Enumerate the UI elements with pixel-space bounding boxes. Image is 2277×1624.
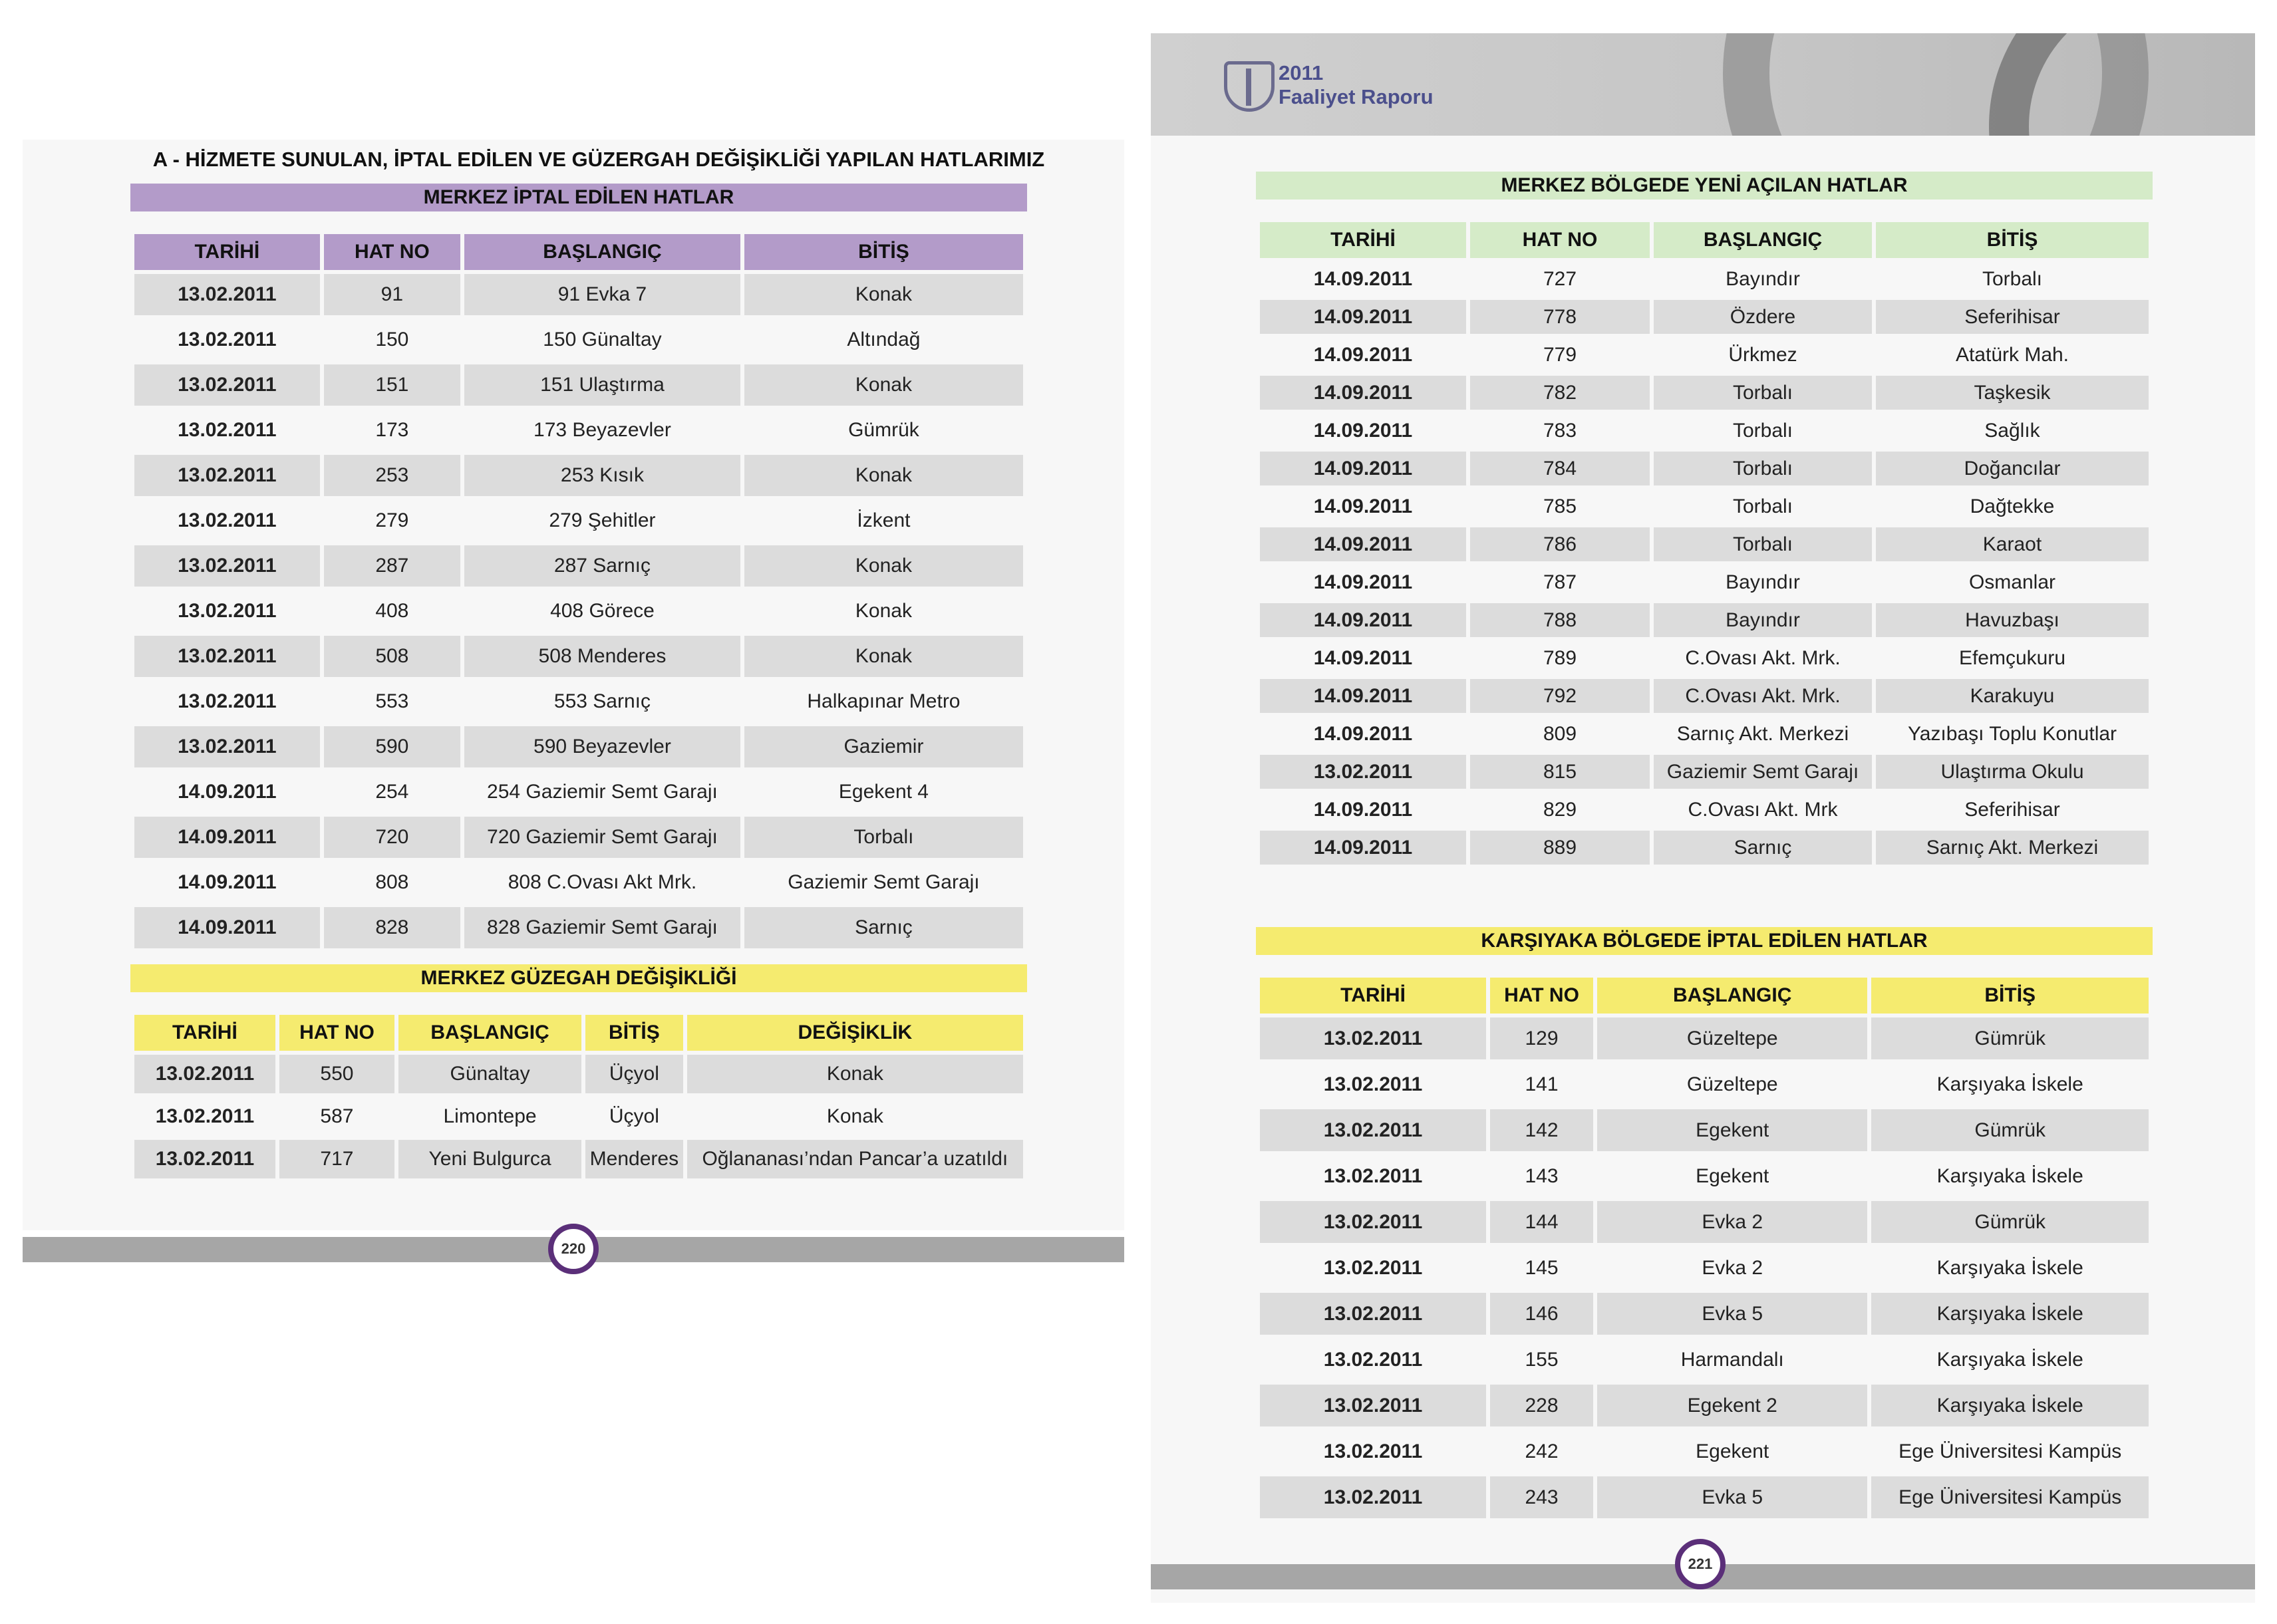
table-cell: 155 <box>1525 1348 1559 1371</box>
table-row <box>1260 679 2149 713</box>
table-cell: Karakuyu <box>1876 679 2149 713</box>
table-row <box>1260 338 2149 372</box>
table-row <box>134 862 1023 903</box>
table-cell: 779 <box>1543 343 1577 366</box>
table-cell: Güzeltepe <box>1597 1017 1867 1059</box>
table-cell: C.Ovası Akt. Mrk <box>1688 798 1838 821</box>
column-header: BAŞLANGIÇ <box>398 1015 581 1051</box>
table-cell: 792 <box>1470 679 1650 713</box>
table-cell: 144 <box>1490 1201 1593 1243</box>
table-cell: 553 Sarnıç <box>553 690 651 712</box>
table-cell: 508 Menderes <box>464 636 740 677</box>
table-cell: 13.02.2011 <box>1260 1017 1486 1059</box>
table-cell: Altındağ <box>847 329 921 350</box>
table-cell: Dağtekke <box>1970 495 2055 517</box>
table-cell: Oğlananası’ndan Pancar’a uzatıldı <box>687 1140 1023 1178</box>
table-cell: Ulaştırma Okulu <box>1876 755 2149 789</box>
table-cell: 13.02.2011 <box>178 509 277 531</box>
table-row <box>134 500 1023 541</box>
table-cell: Gümrük <box>1871 1109 2149 1151</box>
table-row <box>1260 755 2149 789</box>
table-cell: 508 <box>324 636 460 677</box>
table-row <box>1260 262 2149 296</box>
table-cell: 141 <box>1525 1073 1559 1095</box>
table-cell: 13.02.2011 <box>1260 1293 1486 1335</box>
cancelled-lines-table <box>130 230 1027 952</box>
table-cell: 91 <box>324 274 460 315</box>
table-cell: 14.09.2011 <box>1260 376 1466 410</box>
new-lines-title: MERKEZ BÖLGEDE YENİ AÇILAN HATLAR <box>1256 172 2153 200</box>
table-row <box>134 364 1023 406</box>
page-title: A - HİZMETE SUNULAN, İPTAL EDİLEN VE GÜZERGAH DEĞİŞİKLİĞİ YAPILAN HATLARIMIZ <box>152 148 1045 171</box>
table-cell: Egekent <box>1696 1440 1769 1462</box>
table-cell: Gümrük <box>848 419 919 441</box>
table-cell: 13.02.2011 <box>134 726 320 767</box>
table-cell: Torbalı <box>1982 267 2043 290</box>
table-cell: Torbalı <box>1654 376 1872 410</box>
new-lines-table <box>1256 218 2153 869</box>
table-row <box>1260 793 2149 827</box>
table-cell: Egekent 2 <box>1597 1385 1867 1426</box>
table-header-row <box>134 234 1023 270</box>
karsiyaka-title: KARŞIYAKA BÖLGEDE İPTAL EDİLEN HATLAR <box>1256 927 2153 955</box>
table-cell: Konak <box>744 455 1023 496</box>
table-cell: C.Ovası Akt. Mrk. <box>1685 646 1841 669</box>
table-cell: 550 <box>279 1055 394 1093</box>
table-cell: 173 <box>375 419 409 441</box>
table-cell: 13.02.2011 <box>178 600 277 622</box>
table-cell: 13.02.2011 <box>178 419 277 441</box>
table-cell: 720 Gaziemir Semt Garajı <box>464 817 740 858</box>
table-cell: 13.02.2011 <box>1260 1476 1486 1518</box>
table-cell: 727 <box>1543 267 1577 290</box>
table-row <box>134 1055 1023 1093</box>
table-cell: 590 Beyazevler <box>464 726 740 767</box>
table-cell: 228 <box>1490 1385 1593 1426</box>
route-change-table <box>130 1011 1027 1182</box>
column-header: TARİHİ <box>134 234 320 270</box>
table-cell: 587 <box>320 1105 354 1127</box>
table-cell: 14.09.2011 <box>178 781 277 803</box>
table-cell: Egekent 4 <box>838 781 929 803</box>
table-cell: Gaziemir Semt Garajı <box>1654 755 1872 789</box>
table-row <box>1260 1247 2149 1289</box>
table-cell: 13.02.2011 <box>134 636 320 677</box>
table-cell: 13.02.2011 <box>155 1105 255 1127</box>
column-header: HAT NO <box>279 1015 394 1051</box>
table-cell: Karşıyaka İskele <box>1936 1348 2083 1371</box>
decorative-ring <box>1989 33 2255 136</box>
table-row <box>1260 1430 2149 1472</box>
column-header: HAT NO <box>1470 222 1650 258</box>
table-cell: 14.09.2011 <box>1313 571 1413 593</box>
table-cell: Yeni Bulgurca <box>398 1140 581 1178</box>
table-row <box>1260 527 2149 561</box>
table-cell: Ürkmez <box>1728 343 1797 366</box>
table-cell: Torbalı <box>1732 495 1793 517</box>
table-cell: 13.02.2011 <box>1260 755 1466 789</box>
table-cell: Üçyol <box>585 1055 683 1093</box>
route-change-title: MERKEZ GÜZEGAH DEĞİŞİKLİĞİ <box>130 964 1027 992</box>
table-row <box>1260 1339 2149 1381</box>
table-cell: 279 <box>375 509 409 531</box>
table-cell: Bayındır <box>1726 571 1800 593</box>
table-cell: Bayındır <box>1654 603 1872 637</box>
table-cell: 13.02.2011 <box>134 1055 275 1093</box>
column-header: BİTİŞ <box>1871 978 2149 1014</box>
table-cell: Konak <box>744 545 1023 587</box>
table-cell: 789 <box>1543 646 1577 669</box>
table-row <box>134 681 1023 722</box>
column-header: BİTİŞ <box>1876 222 2149 258</box>
table-cell: Gümrük <box>1871 1201 2149 1243</box>
table-cell: Karşıyaka İskele <box>1936 1164 2083 1187</box>
table-cell: 146 <box>1490 1293 1593 1335</box>
eshot-logo-icon <box>1224 61 1275 112</box>
table-cell: Karşıyaka İskele <box>1936 1073 2083 1095</box>
table-row <box>134 771 1023 813</box>
table-cell: Ege Üniversitesi Kampüs <box>1898 1440 2122 1462</box>
cancelled-lines-title: MERKEZ İPTAL EDİLEN HATLAR <box>130 184 1027 211</box>
table-cell: Konak <box>744 636 1023 677</box>
table-cell: 13.02.2011 <box>1260 1109 1486 1151</box>
table-row <box>134 817 1023 858</box>
table-cell: Torbalı <box>1732 419 1793 442</box>
table-cell: Karaot <box>1876 527 2149 561</box>
table-cell: 287 <box>324 545 460 587</box>
table-cell: Limontepe <box>443 1105 537 1127</box>
table-cell: 829 <box>1543 798 1577 821</box>
table-cell: 828 <box>324 907 460 948</box>
table-cell: 14.09.2011 <box>1260 527 1466 561</box>
table-cell: Seferihisar <box>1876 300 2149 334</box>
table-cell: Konak <box>687 1055 1023 1093</box>
report-year: 2011 <box>1279 61 1324 84</box>
table-cell: Gümrük <box>1871 1017 2149 1059</box>
table-cell: Seferihisar <box>1964 798 2060 821</box>
table-cell: Havuzbaşı <box>1876 603 2149 637</box>
table-cell: 13.02.2011 <box>1323 1440 1423 1462</box>
table-row <box>1260 1063 2149 1105</box>
table-header-row <box>134 1015 1023 1051</box>
table-row <box>1260 565 2149 599</box>
table-cell: 129 <box>1490 1017 1593 1059</box>
table-cell: 782 <box>1470 376 1650 410</box>
table-cell: Torbalı <box>1654 452 1872 485</box>
table-row <box>1260 489 2149 523</box>
table-row <box>1260 452 2149 485</box>
column-header: HAT NO <box>1490 978 1593 1014</box>
table-cell: Konak <box>855 600 912 622</box>
table-row <box>134 726 1023 767</box>
column-header: TARİHİ <box>134 1015 275 1051</box>
table-row <box>1260 300 2149 334</box>
column-header: TARİHİ <box>1260 978 1486 1014</box>
table-cell: Evka 5 <box>1597 1476 1867 1518</box>
table-cell: Egekent <box>1597 1109 1867 1151</box>
table-cell: 142 <box>1490 1109 1593 1151</box>
table-cell: 143 <box>1525 1164 1559 1187</box>
column-header: BAŞLANGIÇ <box>1654 222 1872 258</box>
table-row <box>134 1140 1023 1178</box>
table-row <box>1260 1201 2149 1243</box>
table-row <box>1260 1109 2149 1151</box>
table-cell: 788 <box>1470 603 1650 637</box>
table-cell: 14.09.2011 <box>1313 495 1413 517</box>
table-cell: 13.02.2011 <box>134 1140 275 1178</box>
table-cell: 13.02.2011 <box>1323 1073 1423 1095</box>
table-cell: Karşıyaka İskele <box>1936 1256 2083 1279</box>
table-cell: 243 <box>1490 1476 1593 1518</box>
table-cell: 253 <box>324 455 460 496</box>
table-cell: 151 Ulaştırma <box>464 364 740 406</box>
report-header <box>1151 33 2255 136</box>
table-cell: 408 <box>375 600 409 622</box>
table-cell: 14.09.2011 <box>134 817 320 858</box>
table-cell: 13.02.2011 <box>1323 1164 1423 1187</box>
table-cell: 13.02.2011 <box>1260 1201 1486 1243</box>
table-cell: 13.02.2011 <box>134 364 320 406</box>
table-cell: 808 <box>375 871 409 893</box>
column-header: DEĞİŞİKLİK <box>687 1015 1023 1051</box>
column-header: BAŞLANGIÇ <box>1597 978 1867 1014</box>
karsiyaka-cancelled-table <box>1256 974 2153 1522</box>
table-cell: Konak <box>744 364 1023 406</box>
table-cell: Ege Üniversitesi Kampüs <box>1871 1476 2149 1518</box>
table-cell: 889 <box>1470 831 1650 865</box>
table-cell: 14.09.2011 <box>1260 452 1466 485</box>
table-cell: Evka 2 <box>1702 1256 1763 1279</box>
table-cell: Halkapınar Metro <box>807 690 961 712</box>
table-cell: 720 <box>324 817 460 858</box>
table-cell: Torbalı <box>1654 527 1872 561</box>
table-cell: Bayındır <box>1726 267 1800 290</box>
table-cell: Sarnıç <box>1654 831 1872 865</box>
table-cell: 783 <box>1543 419 1577 442</box>
table-row <box>1260 1476 2149 1518</box>
table-cell: Evka 5 <box>1597 1293 1867 1335</box>
table-cell: 14.09.2011 <box>1260 603 1466 637</box>
table-cell: 14.09.2011 <box>1313 343 1413 366</box>
table-cell: C.Ovası Akt. Mrk. <box>1654 679 1872 713</box>
table-cell: 14.09.2011 <box>1313 722 1413 745</box>
table-cell: 279 Şehitler <box>549 509 656 531</box>
table-row <box>134 274 1023 315</box>
table-cell: 14.09.2011 <box>1260 300 1466 334</box>
table-row <box>1260 376 2149 410</box>
table-cell: Harmandalı <box>1680 1348 1784 1371</box>
table-cell: 242 <box>1525 1440 1559 1462</box>
report-name: Faaliyet Raporu <box>1279 85 1434 108</box>
table-cell: 13.02.2011 <box>134 545 320 587</box>
table-cell: 717 <box>279 1140 394 1178</box>
table-row <box>134 455 1023 496</box>
table-row <box>134 319 1023 360</box>
table-row <box>134 907 1023 948</box>
table-row <box>1260 717 2149 751</box>
table-cell: 809 <box>1543 722 1577 745</box>
table-row <box>134 545 1023 587</box>
table-cell: Karşıyaka İskele <box>1871 1385 2149 1426</box>
table-cell: 14.09.2011 <box>1313 798 1413 821</box>
table-cell: Sarnıç <box>744 907 1023 948</box>
table-cell: 13.02.2011 <box>178 690 277 712</box>
table-cell: Efemçukuru <box>1958 646 2066 669</box>
table-cell: 14.09.2011 <box>1313 419 1413 442</box>
table-cell: 150 Günaltay <box>543 329 662 350</box>
table-cell: Taşkesik <box>1876 376 2149 410</box>
table-cell: 151 <box>324 364 460 406</box>
table-cell: Sağlık <box>1984 419 2040 442</box>
table-cell: Menderes <box>585 1140 683 1178</box>
table-cell: Güzeltepe <box>1686 1073 1778 1095</box>
table-cell: 828 Gaziemir Semt Garajı <box>464 907 740 948</box>
table-row <box>1260 414 2149 448</box>
table-row <box>1260 603 2149 637</box>
table-header-row <box>1260 978 2149 1014</box>
table-cell: 13.02.2011 <box>134 274 320 315</box>
table-cell: Özdere <box>1654 300 1872 334</box>
table-cell: 287 Sarnıç <box>464 545 740 587</box>
table-cell: Günaltay <box>398 1055 581 1093</box>
table-cell: 254 <box>375 781 409 803</box>
table-cell: 145 <box>1525 1256 1559 1279</box>
table-cell: Sarnıç Akt. Merkezi <box>1876 831 2149 865</box>
table-cell: 254 Gaziemir Semt Garajı <box>487 781 718 803</box>
table-cell: Evka 2 <box>1597 1201 1867 1243</box>
table-cell: Gaziemir Semt Garajı <box>788 871 980 893</box>
table-cell: Egekent <box>1696 1164 1769 1187</box>
table-row <box>1260 1155 2149 1197</box>
table-row <box>1260 831 2149 865</box>
table-cell: Torbalı <box>744 817 1023 858</box>
table-row <box>1260 1385 2149 1426</box>
column-header: BİTİŞ <box>585 1015 683 1051</box>
table-cell: 787 <box>1543 571 1577 593</box>
table-cell: 13.02.2011 <box>134 455 320 496</box>
table-cell: 590 <box>324 726 460 767</box>
table-cell: 14.09.2011 <box>1260 831 1466 865</box>
table-cell: 815 <box>1470 755 1650 789</box>
table-cell: 14.09.2011 <box>134 907 320 948</box>
table-cell: 786 <box>1470 527 1650 561</box>
page-number-badge: 221 <box>1675 1539 1726 1589</box>
table-cell: Konak <box>826 1105 883 1127</box>
table-cell: 778 <box>1470 300 1650 334</box>
table-cell: 14.09.2011 <box>1313 646 1413 669</box>
table-cell: Konak <box>744 274 1023 315</box>
table-cell: 13.02.2011 <box>1260 1385 1486 1426</box>
table-cell: İzkent <box>857 509 911 531</box>
table-cell: 13.02.2011 <box>1323 1348 1423 1371</box>
table-cell: 91 Evka 7 <box>464 274 740 315</box>
table-cell: 14.09.2011 <box>178 871 277 893</box>
table-cell: Karşıyaka İskele <box>1871 1293 2149 1335</box>
column-header: TARİHİ <box>1260 222 1466 258</box>
column-header: BAŞLANGIÇ <box>464 234 740 270</box>
table-row <box>134 410 1023 451</box>
table-cell: 784 <box>1470 452 1650 485</box>
table-cell: Doğancılar <box>1876 452 2149 485</box>
table-row <box>1260 1293 2149 1335</box>
page-number-badge: 220 <box>548 1224 599 1274</box>
column-header: HAT NO <box>324 234 460 270</box>
table-cell: Gaziemir <box>744 726 1023 767</box>
report-title <box>1279 61 1434 109</box>
table-row <box>134 636 1023 677</box>
table-row <box>134 591 1023 632</box>
table-cell: Sarnıç Akt. Merkezi <box>1676 722 1849 745</box>
table-header-row <box>1260 222 2149 258</box>
column-header: BİTİŞ <box>744 234 1023 270</box>
table-cell: Atatürk Mah. <box>1955 343 2069 366</box>
table-row <box>1260 641 2149 675</box>
table-cell: 13.02.2011 <box>178 329 277 350</box>
table-cell: 14.09.2011 <box>1260 679 1466 713</box>
table-cell: 253 Kısık <box>464 455 740 496</box>
table-cell: 785 <box>1543 495 1577 517</box>
table-cell: Osmanlar <box>1968 571 2056 593</box>
table-cell: 150 <box>375 329 409 350</box>
table-cell: Yazıbaşı Toplu Konutlar <box>1907 722 2117 745</box>
table-cell: 553 <box>375 690 409 712</box>
table-cell: 408 Görece <box>550 600 655 622</box>
table-cell: 808 C.Ovası Akt Mrk. <box>508 871 697 893</box>
table-cell: Üçyol <box>609 1105 659 1127</box>
table-cell: 13.02.2011 <box>1323 1256 1423 1279</box>
table-row <box>1260 1017 2149 1059</box>
table-cell: 173 Beyazevler <box>533 419 671 441</box>
table-cell: 14.09.2011 <box>1313 267 1413 290</box>
table-row <box>134 1097 1023 1136</box>
